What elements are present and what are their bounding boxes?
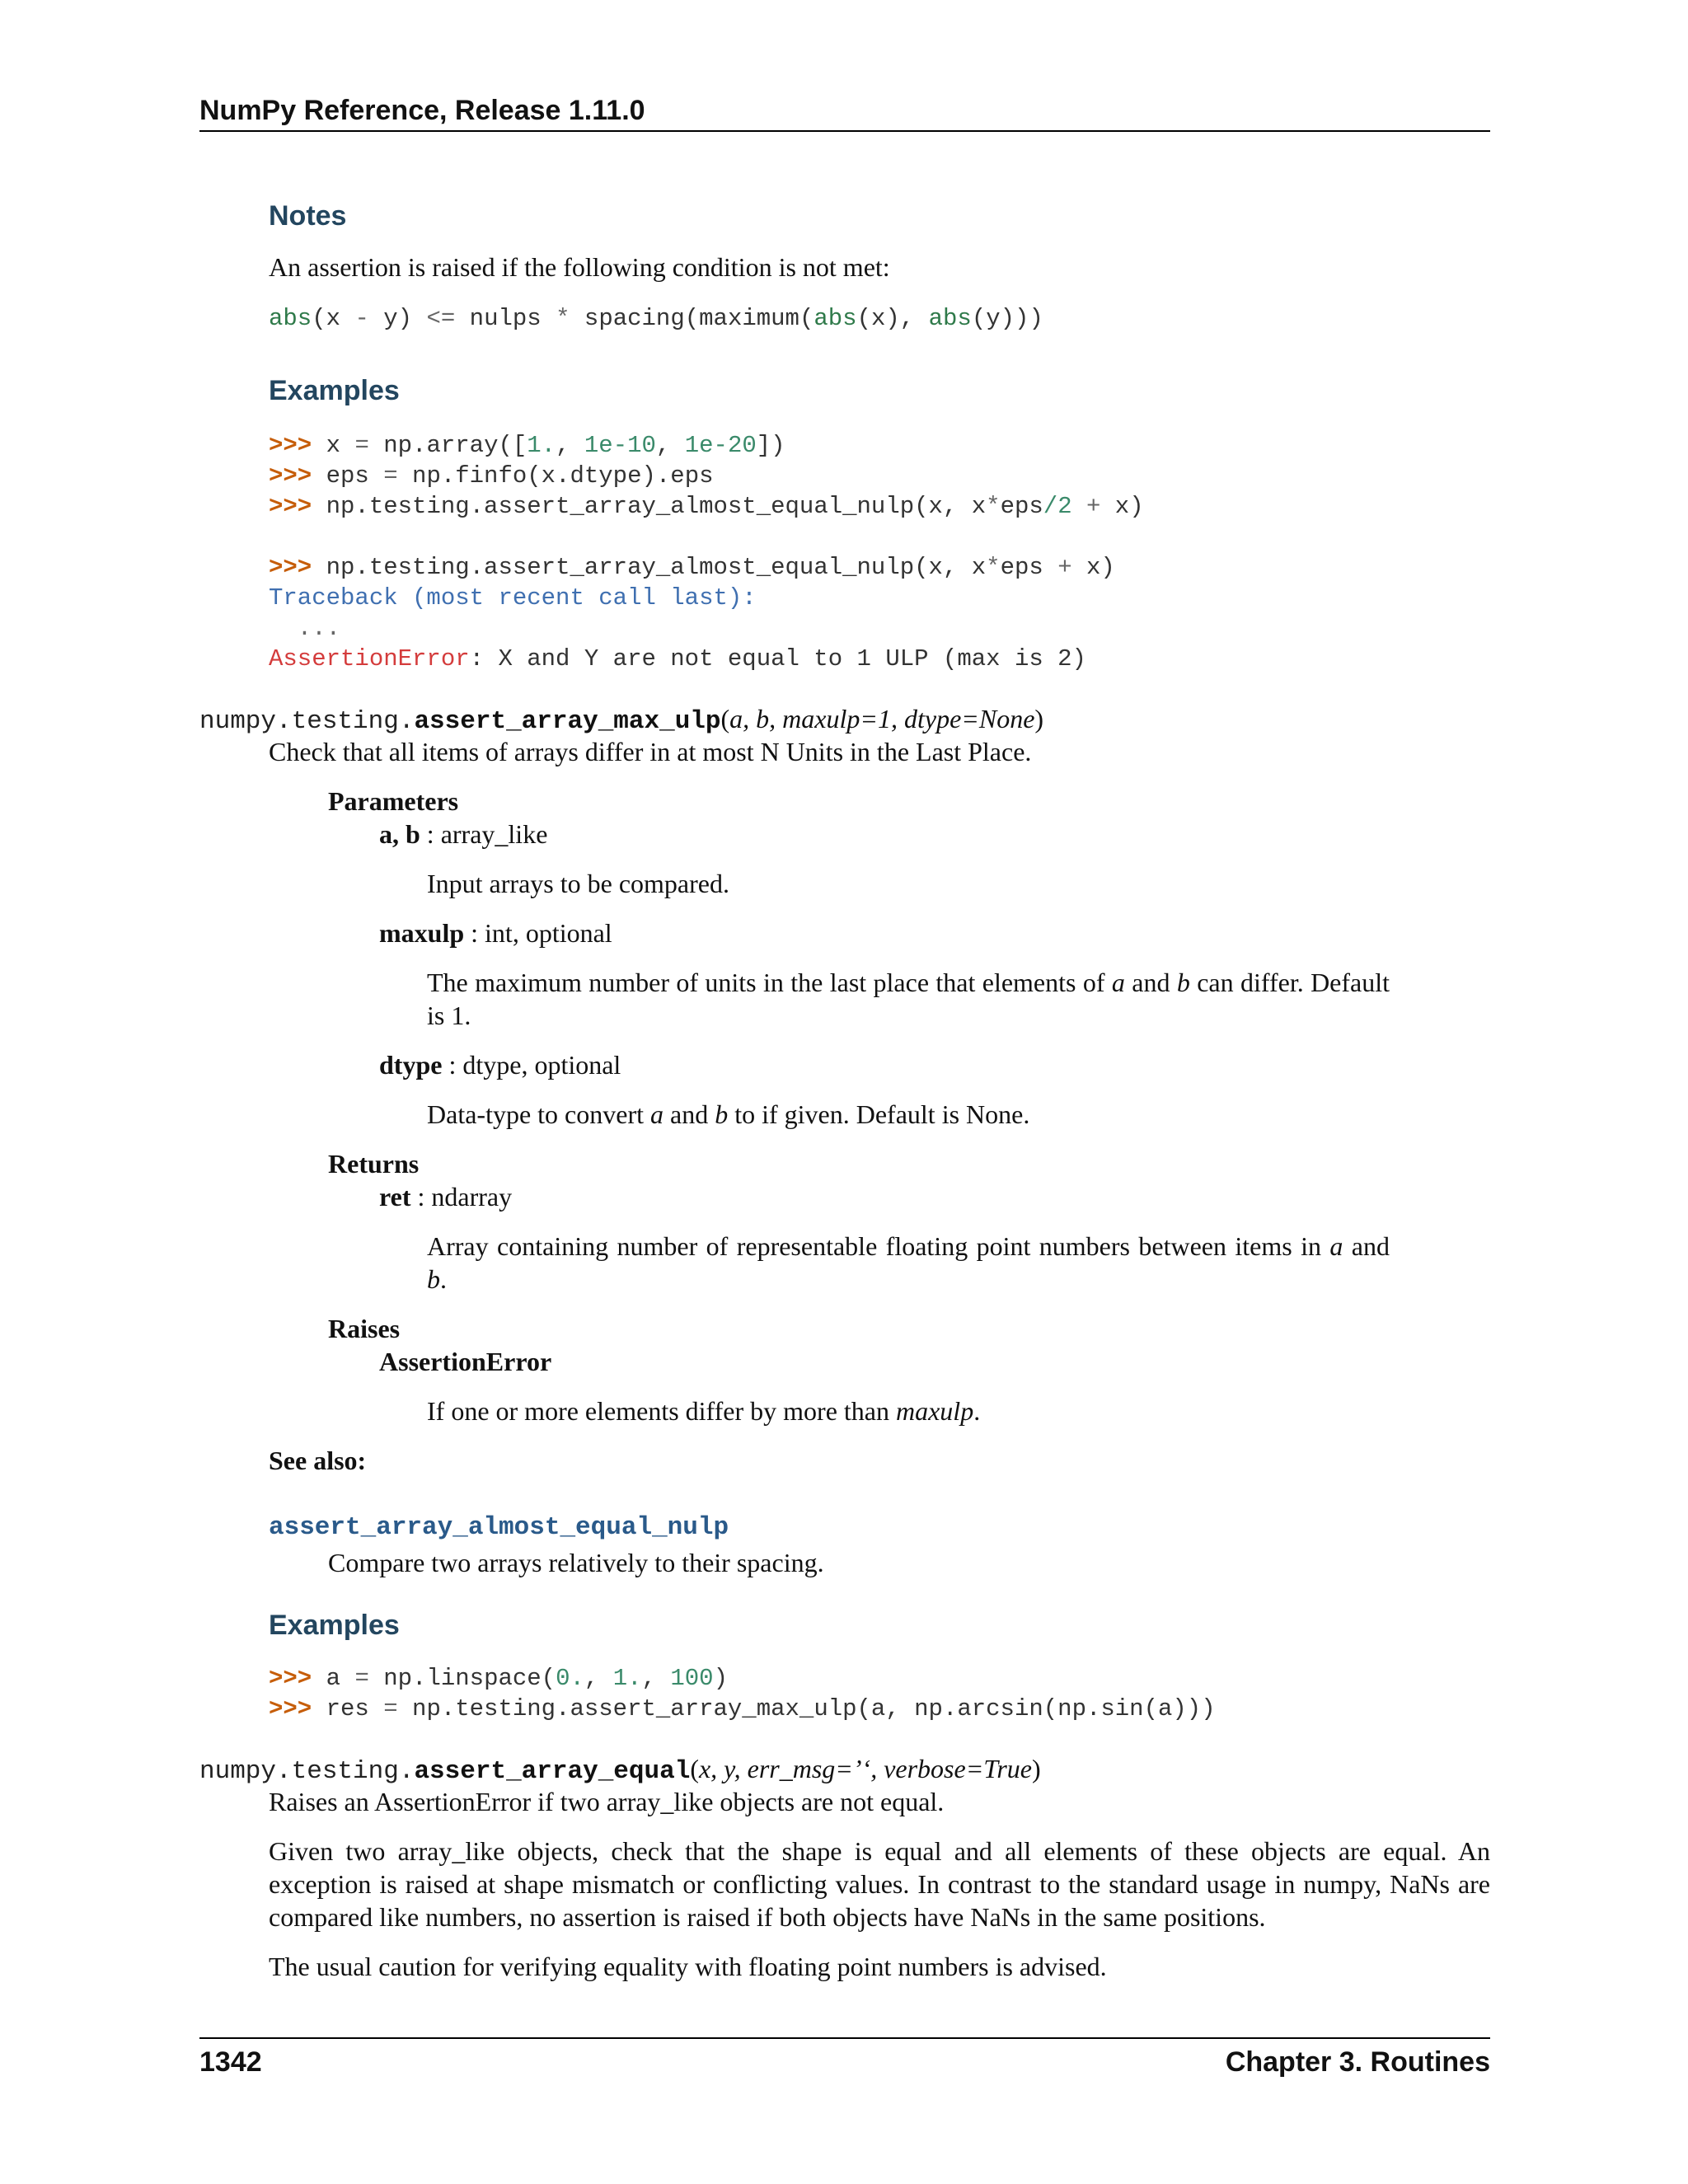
code-text: np.testing.assert_array_max_ulp(a, np.arcsin(np.sin(a))): [397, 1695, 1216, 1722]
code-text: ,: [556, 432, 584, 459]
function-signature-max-ulp: [199, 702, 1043, 738]
code-number: 1e-10: [584, 432, 656, 459]
code-line: [269, 644, 1144, 674]
code-prompt: >>>: [269, 432, 312, 459]
desc-emphasis: a: [650, 1099, 663, 1129]
desc-emphasis: maxulp: [895, 1396, 974, 1426]
code-operator: +: [1086, 493, 1101, 520]
examples-code-block: [269, 1663, 1216, 1724]
param-maxulp: [379, 916, 612, 949]
code-text: x): [1071, 554, 1115, 581]
code-prompt: >>>: [269, 1665, 312, 1692]
notes-code: [269, 303, 1043, 334]
code-number: 100: [670, 1665, 714, 1692]
running-header: NumPy Reference, Release 1.11.0: [199, 95, 645, 126]
signature-paren: (: [720, 704, 730, 733]
code-text: np.testing.assert_array_almost_equal_nulp(x, x: [312, 554, 987, 581]
desc-text: Array containing number of representable floating point numbers between items in: [427, 1231, 1330, 1261]
signature-paren: ): [1031, 1754, 1041, 1783]
function-signature-array-equal: [199, 1752, 1041, 1788]
param-maxulp-desc: [427, 966, 1390, 1032]
desc-text: .: [440, 1264, 447, 1294]
examples-heading: Examples: [269, 1610, 400, 1641]
desc-text: can differ. Default is 1.: [427, 968, 1390, 1030]
code-text: np.linspace(: [368, 1665, 556, 1692]
code-operator: =: [383, 1695, 398, 1722]
signature-args: a, b, maxulp=1, dtype=None: [729, 704, 1035, 733]
desc-emphasis: b: [427, 1264, 440, 1294]
code-text: ): [713, 1665, 728, 1692]
returns-label: Returns: [328, 1149, 420, 1179]
see-also-label: See also:: [269, 1446, 367, 1475]
signature-paren: ): [1034, 704, 1044, 733]
signature-module: numpy.testing.: [199, 1757, 415, 1786]
code-builtin: abs: [814, 305, 857, 332]
code-line: [269, 303, 1043, 334]
code-text: eps: [1000, 554, 1058, 581]
code-number: 1.: [612, 1665, 642, 1692]
desc-text: .: [973, 1396, 981, 1426]
code-text: (x),: [856, 305, 929, 332]
code-text: ,: [641, 1665, 671, 1692]
code-text: ,: [584, 1665, 613, 1692]
raises-desc: [427, 1394, 980, 1427]
code-line-blank: [269, 522, 1144, 552]
function-summary: Check that all items of arrays differ in at most N Units in the Last Place.: [269, 737, 1032, 766]
code-line: [269, 430, 1144, 461]
code-text: np.testing.assert_array_almost_equal_nulp(x, x: [312, 493, 987, 520]
notes-text: An assertion is raised if the following condition is not met:: [269, 252, 890, 282]
parameters-label: Parameters: [328, 786, 459, 816]
code-text: np.array([: [368, 432, 528, 459]
examples-code-block: [269, 430, 1144, 674]
code-text: spacing(maximum(: [570, 305, 814, 332]
code-text: eps: [312, 462, 384, 490]
code-operator: *: [986, 554, 1001, 581]
code-line: [269, 491, 1144, 522]
code-number: 0.: [556, 1665, 584, 1692]
code-builtin: abs: [928, 305, 972, 332]
code-line: [269, 461, 1144, 491]
code-text: : X and Y are not equal to 1 ULP (max is 2): [469, 645, 1086, 673]
code-text: [1072, 493, 1086, 520]
code-text: (y))): [971, 305, 1043, 332]
desc-text: and: [663, 1099, 715, 1129]
footer-rule: [199, 2037, 1490, 2039]
notes-heading: Notes: [269, 200, 347, 232]
param-type: : dtype, optional: [442, 1050, 621, 1080]
description-paragraph: Given two array_like objects, check that the shape is equal and all elements of these objects are equal. An exception is raised at shape mismatch or conflicting values. In contrast to the standard usage in numpy, NaNs are compared like numbers, no assertion is raised if both objects have NaNs in the same positions.: [269, 1836, 1490, 1932]
code-text: x: [312, 432, 355, 459]
signature-module: numpy.testing.: [199, 707, 415, 736]
desc-text: The maximum number of units in the last place that elements of: [427, 968, 1112, 997]
desc-emphasis: a: [1329, 1231, 1343, 1261]
raises-label: Raises: [328, 1314, 401, 1343]
description-paragraph: The usual caution for verifying equality with floating point numbers is advised.: [269, 1952, 1107, 1981]
code-ellipsis: ...: [269, 615, 341, 642]
examples-heading: Examples: [269, 375, 400, 406]
param-type: : array_like: [420, 819, 548, 849]
desc-emphasis: a: [1111, 968, 1125, 997]
code-line: [269, 1694, 1216, 1724]
code-builtin: abs: [269, 305, 312, 332]
desc-text: If one or more elements differ by more than: [427, 1396, 896, 1426]
see-also-desc: Compare two arrays relatively to their spacing.: [328, 1548, 824, 1577]
code-operator: =: [383, 462, 398, 490]
code-prompt: >>>: [269, 462, 312, 490]
signature-name: assert_array_equal: [414, 1757, 691, 1786]
code-operator: <=: [426, 305, 456, 332]
param-ab: [379, 818, 547, 851]
code-prompt: >>>: [269, 493, 312, 520]
code-number: 1e-20: [684, 432, 757, 459]
return-ret: [379, 1180, 512, 1213]
desc-text: Data-type to convert: [427, 1099, 650, 1129]
code-line: [269, 552, 1144, 583]
code-text: a: [312, 1665, 355, 1692]
signature-args: x, y, err_msg=’‘, verbose=True: [698, 1754, 1032, 1783]
desc-emphasis: b: [1176, 968, 1190, 997]
see-also-link[interactable]: assert_array_almost_equal_nulp: [269, 1513, 729, 1542]
code-text: x): [1100, 493, 1144, 520]
code-text: nulps: [455, 305, 556, 332]
code-text: np.finfo(x.dtype).eps: [397, 462, 714, 490]
code-operator: =: [354, 432, 369, 459]
desc-emphasis: b: [715, 1099, 729, 1129]
param-ab-desc: Input arrays to be compared.: [427, 869, 729, 898]
param-type: : int, optional: [464, 918, 612, 948]
param-name: maxulp: [379, 918, 465, 948]
header-rule: [199, 130, 1490, 132]
code-text: ,: [655, 432, 685, 459]
code-operator: +: [1057, 554, 1072, 581]
param-dtype: [379, 1048, 621, 1081]
code-text: y): [368, 305, 427, 332]
code-line: [269, 1663, 1216, 1694]
code-error-name: AssertionError: [269, 645, 470, 673]
desc-text: and: [1343, 1231, 1390, 1261]
code-number: 1.: [527, 432, 556, 459]
code-operator: *: [986, 493, 1001, 520]
code-text: eps: [1000, 493, 1043, 520]
code-operator: =: [354, 1665, 369, 1692]
code-operator: *: [556, 305, 570, 332]
signature-name: assert_array_max_ulp: [414, 707, 721, 736]
code-text: res: [312, 1695, 384, 1722]
code-traceback: Traceback (most recent call last):: [269, 584, 757, 612]
return-type: : ndarray: [410, 1182, 513, 1212]
code-operator: -: [354, 305, 369, 332]
signature-paren: (: [690, 1754, 699, 1783]
param-dtype-desc: [427, 1098, 1029, 1131]
code-prompt: >>>: [269, 1695, 312, 1722]
param-name: a, b: [379, 819, 420, 849]
code-text: ]): [756, 432, 785, 459]
chapter-label: Chapter 3. Routines: [1225, 2046, 1490, 2078]
page-number: 1342: [199, 2046, 262, 2078]
raises-name: AssertionError: [379, 1347, 552, 1376]
function-summary: Raises an AssertionError if two array_like objects are not equal.: [269, 1787, 945, 1816]
param-name: dtype: [379, 1050, 443, 1080]
desc-text: and: [1124, 968, 1177, 997]
desc-text: to if given. Default is None.: [728, 1099, 1030, 1129]
code-prompt: >>>: [269, 554, 312, 581]
code-text: (x: [312, 305, 355, 332]
code-operator: /: [1043, 493, 1058, 520]
code-number: 2: [1057, 493, 1072, 520]
return-ret-desc: [427, 1230, 1390, 1296]
return-name: ret: [379, 1182, 411, 1212]
